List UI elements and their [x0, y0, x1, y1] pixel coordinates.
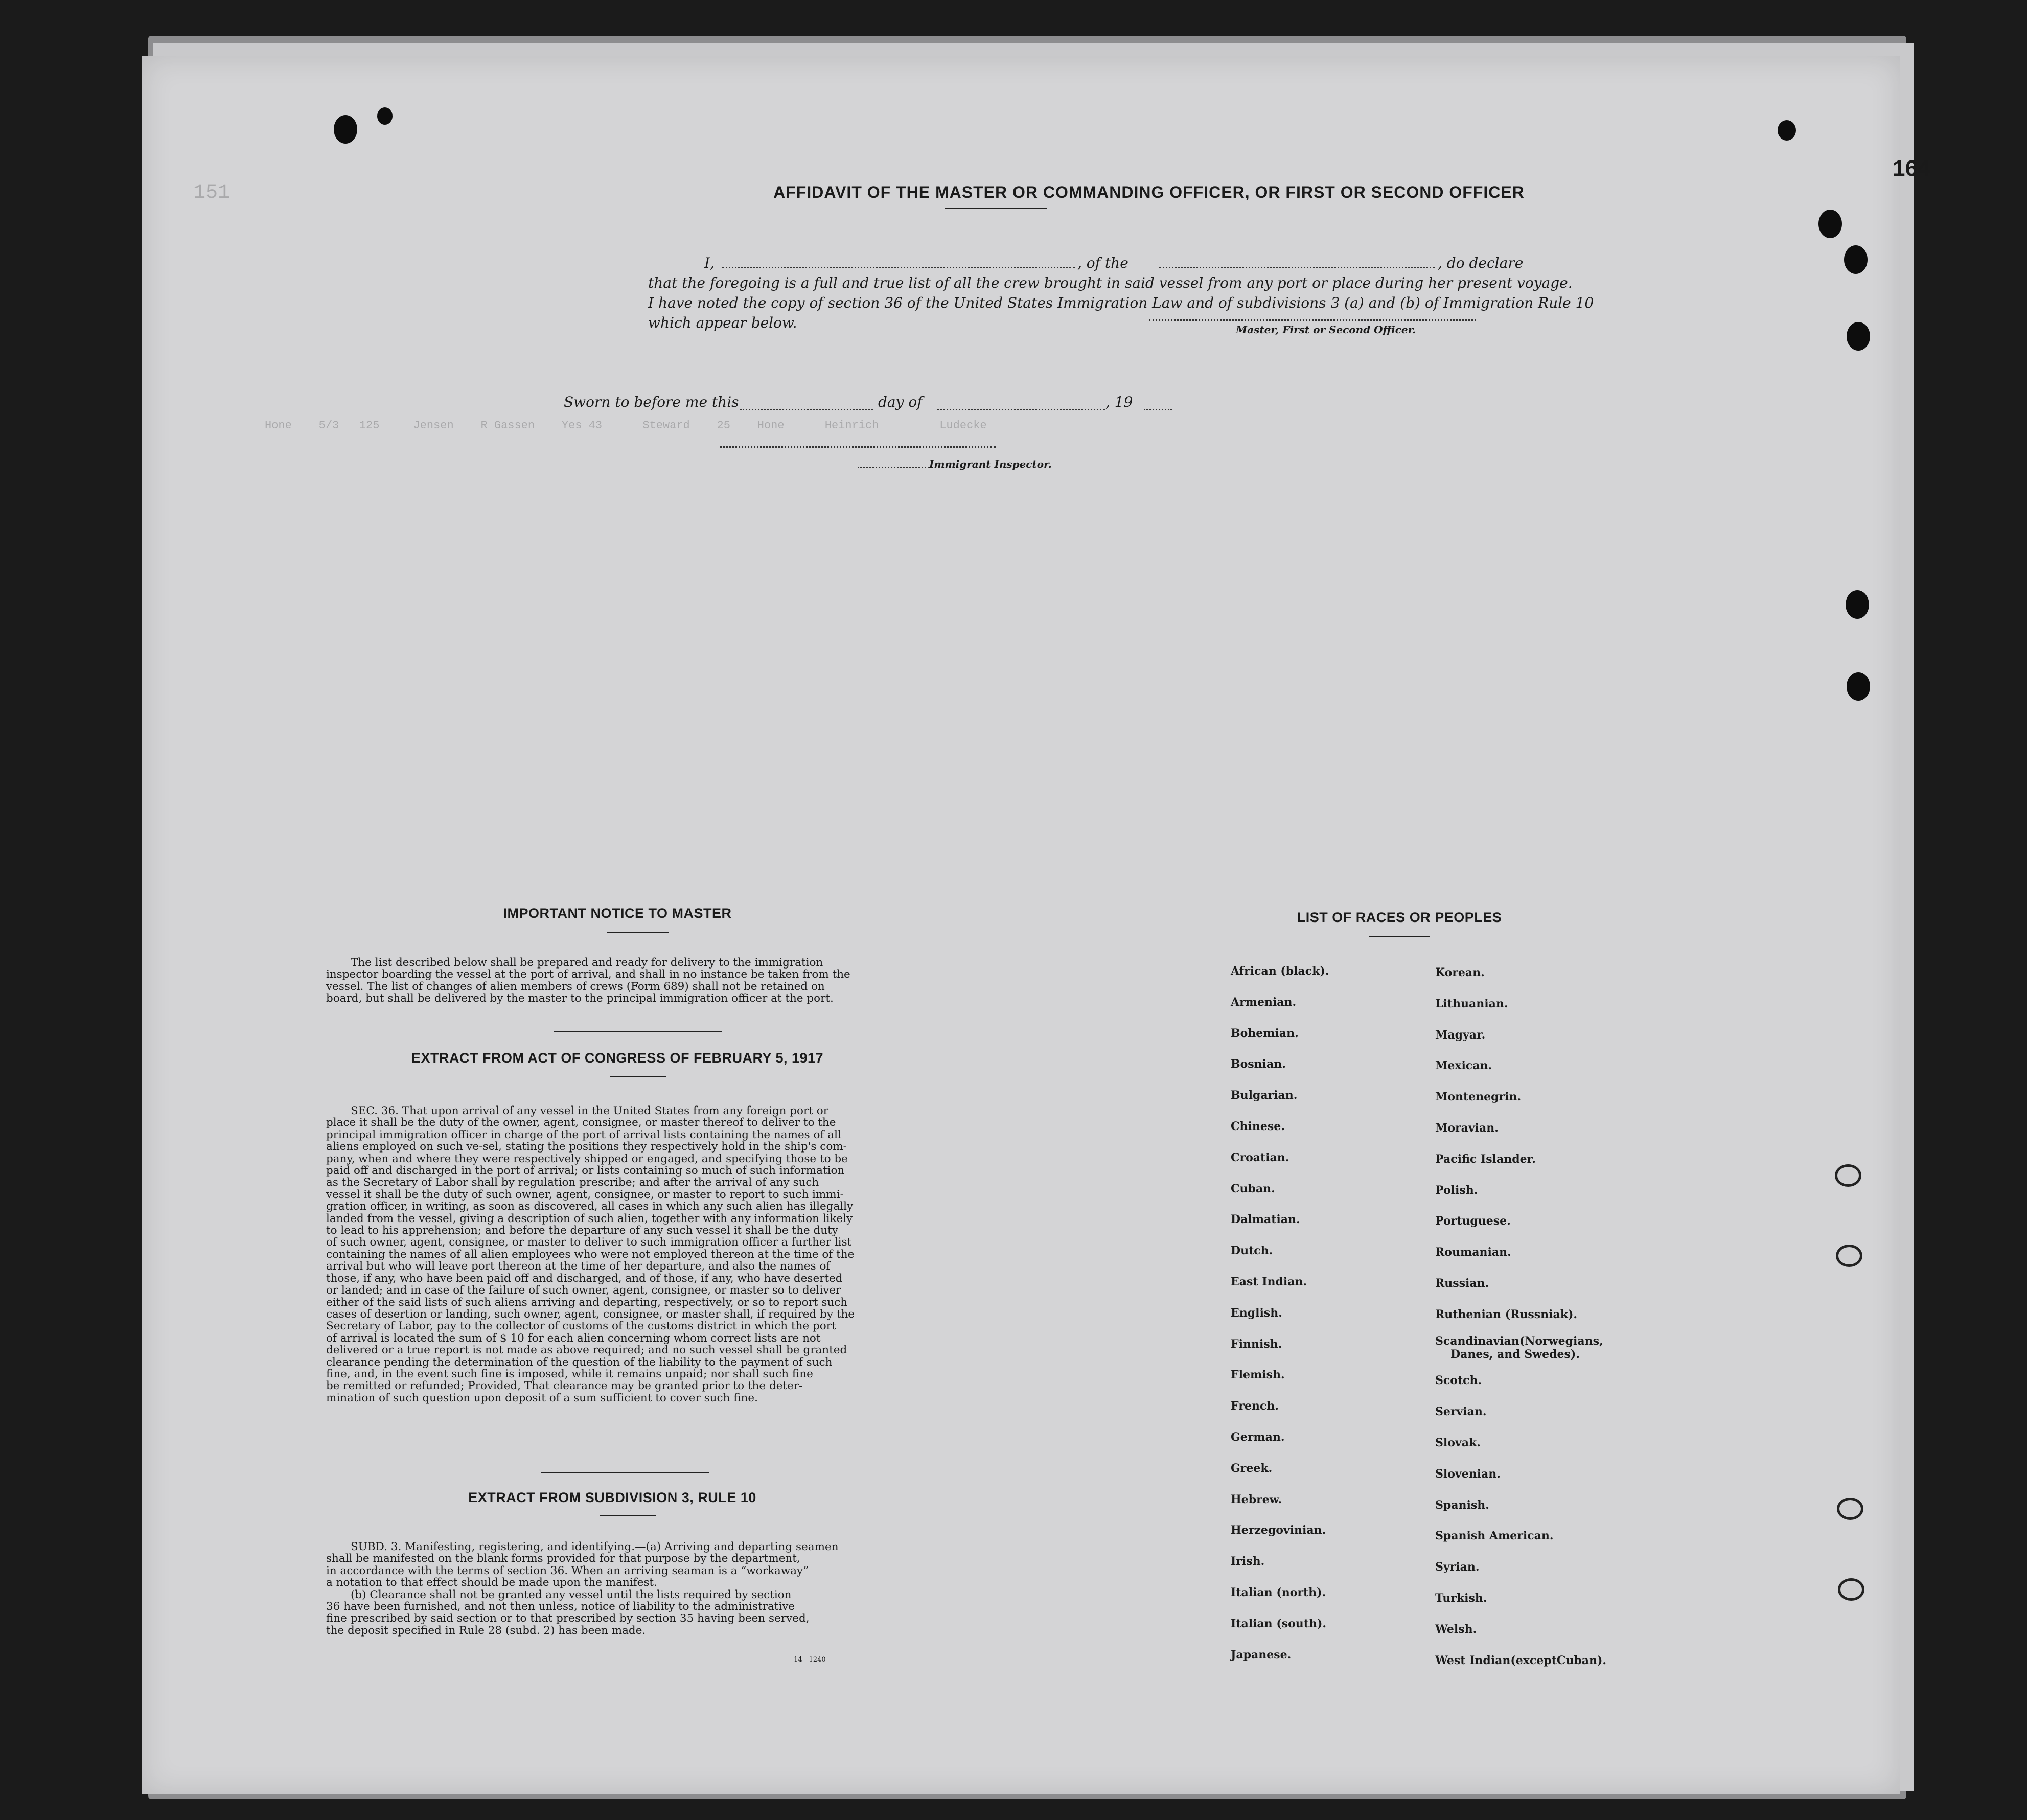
race-entry: Russian. [1435, 1276, 1489, 1290]
race-entry: Armenian. [1231, 995, 1297, 1009]
race-entry: French. [1231, 1399, 1279, 1413]
act-line: Secretary of Labor, pay to the collector of customs of the customs district in which the port [326, 1320, 836, 1333]
declare-end: , do declare [1438, 255, 1524, 271]
act-line: delivered or a true report is not made as above required; and no such vessel shall be granted [326, 1344, 847, 1357]
race-entry: Danes, and Swedes). [1450, 1347, 1580, 1361]
act-line: as the Secretary of Labor shall by regulation prescribe; and after the arrival of any such [326, 1176, 819, 1189]
act-line: of such owner, agent, consignee, or master to deliver to such immigration officer a further list [326, 1236, 852, 1249]
month-blank [937, 409, 1105, 410]
race-entry: Lithuanian. [1435, 997, 1508, 1010]
manifest-page: 164 151 Hone 5/3 125 Jensen R Gassen Yes 43 Steward 25 Hone Heinrich Ludecke AFFIDAVIT OF THE MASTER OR COMMANDING OFFICER, OR FIRST OR SECOND OFFICER I, , of the , do declare that the foregoing is a full and true list of all the crew brought in said vessel from any port or place during her present voyage. I have noted the copy of section 36 of the United States Immigration Law and of subdivisions 3 (a) and (b) of Immigration Rule 10 which appear below. Master, First or Second Officer. Sworn to before me this day of , 19 Immigrant Inspector. IMPORTANT NOTICE TO MASTER The list described below shall be prepared and ready for delivery to the immigration inspector boarding the vessel at the port of arrival, and shall in no instance be taken from the vessel. The list of changes of alien members of crews (Form 689) shall not be retained on board, but shall be delivered by the master to the principal immigration officer at the port. EXTRACT FROM ACT OF CONGRESS OF FEBRUARY 5, 1917 SEC. 36. That upon arrival of any vessel in the United States from any foreign port or place it shall be the duty of the owner, agent, consignee, or master thereof to deliver to the principal immigration officer in charge of the port of arrival lists containing the names of all aliens employed on such ve-sel, stating the positions they respectively hold in the ship's com- pany, when and where they were respectively shipped or engaged, and specifying those to be paid off and discharged in the port of arrival; or lists containing so much of such information as the Secretary of Labor shall by regulation prescribe; and after the arrival of any such vessel it shall be the duty of such owner, agent, consignee, or master to report to such immi- gration officer, in writing, as soon as discovered, all cases in which any such alien has illegally landed from the vessel, giving a description of such alien, together with any information likely to lead to his apprehension; and before the departure of any such vessel it shall be the duty of such owner, agent, consignee, or master to deliver to such immigration officer a further list containing the names of all alien employees who were not employed thereon at the time of the arrival but who will leave port thereon at the time of her departure, and also the names of those, if any, who have been paid off and discharged, and of those, if any, who have deserted or landed; and in case of the failure of such owner, agent, consignee, or master so to deliver either of the said lists of such aliens arriving and departing, respectively, or so to report such cases of desertion or landing, such owner, agent, consignee, or master shall, if required by the Secretary of Labor, pay to the collector of customs of the customs district in which the port of arrival is located the sum of $ 10 for each alien concerning whom correct lists are not delivered or a true report is not made as above required; and no such vessel shall be granted clearance pending the determination of the question of the liability to the payment of such fine, and, in the event such fine is imposed, while it remains unpaid; nor shall such fine be remitted or refunded; Provided, That clearance may be granted prior to the deter- mination of such question upon deposit of a sum sufficient to cover such fine. EXTRACT FROM SUBDIVISION 3, RULE 10 SUBD. 3. Manifesting, registering, and identifying.—(a) Arriving and departing seamen shall be manifested on the blank forms provided for that purpose by the department, in accordance with the terms of section 36. When an arriving seaman is a “workaway” a notation to that effect should be made upon the manifest. (b) Clearance shall not be granted any vessel until the lists required by section 36 have been furnished, and not then unless, notice of liability to the administrative fine prescribed by said section or to that prescribed by section 35 having been served, the deposit specified in Rule 28 (subd. 2) has been made. 14—1240 LIST OF RACES OR PEOPLES African (black). Armenian. Bohemian. Bosnian. Bulgarian. Chinese. Croatian. Cuban. Dalmatian. Dutch. East Indian. English. Finnish. Flemish. French. German. Greek. Hebrew. Herzegovinian. Irish. Italian (north). Italian (south). Japanese. Korean. Lithuanian. Magyar. Mexican. Montenegrin. Moravian. Pacific Islander. Polish. Portuguese. Roumanian. Russian. Ruthenian (Russniak). Scandinavian(Norwegians, Danes, and Swedes). Scotch. Servian. Slovak. Slovenian. Spanish. Spanish American. Syrian. Turkish. Welsh. West Indian(exceptCuban). [142, 56, 1900, 1794]
ring-hole [1838, 1578, 1864, 1601]
notice-line: board, but shall be delivered by the master to the principal immigration officer at the port. [326, 992, 834, 1005]
act-line: pany, when and where they were respectively shipped or engaged, and specifying those to be [326, 1152, 848, 1165]
race-entry: Slovenian. [1435, 1467, 1501, 1481]
act-line: landed from the vessel, giving a description of such alien, together with any information likely [326, 1212, 853, 1225]
act-heading: EXTRACT FROM ACT OF CONGRESS OF FEBRUARY 5, 1917 [411, 1050, 824, 1066]
race-entry: Cuban. [1231, 1182, 1275, 1195]
race-entry: Bulgarian. [1231, 1089, 1298, 1102]
rule-line: the deposit specified in Rule 28 (subd. 2) has been made. [326, 1624, 646, 1637]
notice-line: vessel. The list of changes of alien members of crews (Form 689) shall not be retained on [326, 980, 825, 993]
race-entry: Montenegrin. [1435, 1090, 1522, 1104]
punch-hole [1847, 672, 1870, 701]
rule-line: fine prescribed by said section or to that prescribed by section 35 having been served, [326, 1612, 810, 1625]
race-entry: English. [1231, 1306, 1282, 1320]
act-text [326, 1105, 945, 1404]
act-line: paid off and discharged in the port of arrival; or lists containing so much of such information [326, 1164, 845, 1178]
act-rule [610, 1076, 666, 1077]
act-line: place it shall be the duty of the owner, agent, consignee, or master thereof to deliver to the [326, 1116, 836, 1130]
race-entry: Bohemian. [1231, 1026, 1299, 1040]
form-number: 14—1240 [794, 1656, 826, 1664]
race-entry: Scotch. [1435, 1374, 1482, 1388]
day-blank [740, 409, 873, 410]
race-entry: Hebrew. [1231, 1492, 1282, 1506]
act-line: be remitted or refunded; Provided, That clearance may be granted prior to the deter- [326, 1379, 803, 1393]
race-entry: Servian. [1435, 1405, 1487, 1419]
race-entry: Spanish American. [1435, 1529, 1554, 1543]
race-entry: Syrian. [1435, 1560, 1480, 1574]
rule-line: (b) Clearance shall not be granted any vessel until the lists required by section [351, 1588, 792, 1601]
race-entry: Magyar. [1435, 1028, 1486, 1042]
page-number: 164 [1893, 156, 1930, 181]
officer-caption: Master, First or Second Officer. [1236, 324, 1416, 336]
race-entry: Bosnian. [1231, 1057, 1286, 1071]
race-entry: East Indian. [1231, 1275, 1307, 1288]
ring-hole [1836, 1245, 1862, 1267]
act-divider [541, 1472, 709, 1473]
punch-hole [1818, 210, 1842, 238]
race-entry: Turkish. [1435, 1591, 1487, 1605]
notice-line: inspector boarding the vessel at the port of arrival, and shall in no instance be taken from the [326, 968, 850, 981]
race-entry: Japanese. [1231, 1648, 1292, 1662]
race-entry: Pacific Islander. [1435, 1152, 1536, 1166]
ring-hole [1835, 1164, 1861, 1187]
race-entry: Roumanian. [1435, 1246, 1511, 1259]
sworn-text-a: Sworn to before me this [564, 394, 739, 410]
race-entry: Welsh. [1435, 1622, 1477, 1636]
race-entry: Herzegovinian. [1231, 1524, 1326, 1537]
race-entry: Ruthenian (Russniak). [1435, 1307, 1578, 1321]
act-line: to lead to his apprehension; and before the departure of any such vessel it shall be the duty [326, 1224, 838, 1237]
races-left-column [1231, 956, 1329, 1670]
race-entry: Mexican. [1435, 1059, 1492, 1073]
act-line: fine, and, in the event such fine is imposed, while it remains unpaid; nor shall such fine [326, 1367, 813, 1380]
race-entry: Italian (north). [1231, 1585, 1326, 1599]
name-blank [722, 267, 1075, 268]
act-line: gration officer, in writing, as soon as discovered, all cases in which any such alien has illegally [326, 1200, 854, 1213]
act-line: clearance pending the determination of the question of the liability to the payment of such [326, 1355, 833, 1369]
races-heading: LIST OF RACES OR PEOPLES [1297, 910, 1502, 925]
punch-hole [1846, 590, 1869, 619]
race-entry: Moravian. [1435, 1121, 1499, 1135]
race-entry: Slovak. [1435, 1436, 1481, 1449]
race-entry: Italian (south). [1231, 1617, 1327, 1630]
rule-line: in accordance with the terms of section 36. When an arriving seaman is a “workaway” [326, 1564, 809, 1577]
inspector-caption: Immigrant Inspector. [929, 458, 1052, 470]
race-entry: Flemish. [1231, 1368, 1285, 1382]
act-line: of arrival is located the sum of $ 10 for each alien concerning whom correct lists are not [326, 1331, 821, 1345]
title-rule [945, 208, 1047, 209]
declare-of: , of the [1077, 255, 1128, 271]
declaration-line-2: that the foregoing is a full and true list of all the crew brought in said vessel from any port or place during her present voyage. [648, 274, 1573, 291]
sworn-text-b: day of [878, 394, 923, 410]
rule-line: a notation to that effect should be made upon the manifest. [326, 1576, 657, 1589]
inspector-lead [858, 467, 929, 468]
sworn-text-c: , 19 [1105, 394, 1133, 410]
race-entry: Irish. [1231, 1555, 1265, 1569]
notice-text [326, 957, 945, 1005]
race-entry: Korean. [1435, 966, 1485, 979]
race-entry: African (black). [1231, 964, 1329, 978]
rule-heading: EXTRACT FROM SUBDIVISION 3, RULE 10 [468, 1490, 756, 1505]
race-entry: Finnish. [1231, 1337, 1282, 1351]
ring-hole [1837, 1498, 1863, 1520]
inspector-signature-line [720, 446, 996, 448]
act-line: mination of such question upon deposit of a sum sufficient to cover such fine. [326, 1391, 758, 1404]
act-line: principal immigration officer in charge of the port of arrival lists containing the names of all [326, 1128, 841, 1141]
race-entry: German. [1231, 1430, 1285, 1444]
act-line: vessel it shall be the duty of such owner, agent, consignee, or master to report to such immi- [326, 1188, 844, 1201]
act-line: containing the names of all alien employees who were not employed thereon at the time of the [326, 1248, 855, 1261]
declaration-line-3: I have noted the copy of section 36 of the United States Immigration Law and of subdivisions 3 (a) and (b) of Immigration Rule 10 [648, 294, 1594, 311]
declare-i: I, [704, 255, 715, 271]
rule-line: 36 have been furnished, and not then unless, notice of liability to the administrative [326, 1600, 795, 1614]
rule-line: SUBD. 3. Manifesting, registering, and identifying.—(a) Arriving and departing seamen [351, 1540, 839, 1553]
affidavit-title: AFFIDAVIT OF THE MASTER OR COMMANDING OFFICER, OR FIRST OR SECOND OFFICER [773, 183, 1525, 201]
race-entry: Chinese. [1231, 1119, 1285, 1133]
race-entry-two-line [1435, 1330, 1606, 1366]
act-line: or landed; and in case of the failure of such owner, agent, consignee, or master so to deliver [326, 1284, 841, 1297]
race-entry: Scandinavian(Norwegians, [1435, 1334, 1603, 1348]
punch-hole [334, 115, 357, 144]
punch-hole [1778, 120, 1796, 141]
race-entry: Polish. [1435, 1183, 1478, 1197]
notice-divider [554, 1031, 722, 1032]
race-entry: Spanish. [1435, 1498, 1489, 1512]
race-entry: Greek. [1231, 1461, 1273, 1475]
declaration-line-4: which appear below. [648, 314, 797, 331]
notice-heading: IMPORTANT NOTICE TO MASTER [503, 906, 732, 921]
rule-line: shall be manifested on the blank forms provided for that purpose by the department, [326, 1552, 800, 1565]
rule-text [326, 1541, 947, 1637]
officer-signature-line [1149, 319, 1476, 321]
punch-hole [1847, 322, 1870, 351]
race-entry: Dalmatian. [1231, 1213, 1300, 1227]
notice-line: The list described below shall be prepared and ready for delivery to the immigration [351, 956, 823, 969]
race-entry: Portuguese. [1435, 1214, 1511, 1228]
race-entry: Dutch. [1231, 1244, 1273, 1258]
race-entry: West Indian(exceptCuban). [1435, 1653, 1607, 1667]
act-line: either of the said lists of such aliens arriving and departing, respectively, or so to report such [326, 1296, 848, 1309]
act-line: SEC. 36. That upon arrival of any vessel in the United States from any foreign port or [351, 1104, 828, 1117]
year-blank [1144, 409, 1172, 410]
race-entry: Croatian. [1231, 1150, 1289, 1164]
notice-rule [607, 932, 669, 933]
punch-hole [377, 107, 393, 125]
races-rule [1369, 936, 1430, 937]
act-line: arrival but who will leave port thereon at the time of her departure, and also the names of [326, 1260, 831, 1273]
act-line: aliens employed on such ve-sel, stating the positions they respectively hold in the ship's com- [326, 1140, 847, 1154]
vessel-blank [1159, 267, 1435, 268]
rule-rule [600, 1515, 656, 1516]
races-right-column [1435, 957, 1606, 1676]
act-line: cases of desertion or landing, such owner, agent, consignee, or master shall, if required by the [326, 1307, 855, 1321]
act-line: those, if any, who have been paid off and discharged, and of those, if any, who have deserted [326, 1272, 843, 1285]
punch-hole [1844, 245, 1868, 274]
